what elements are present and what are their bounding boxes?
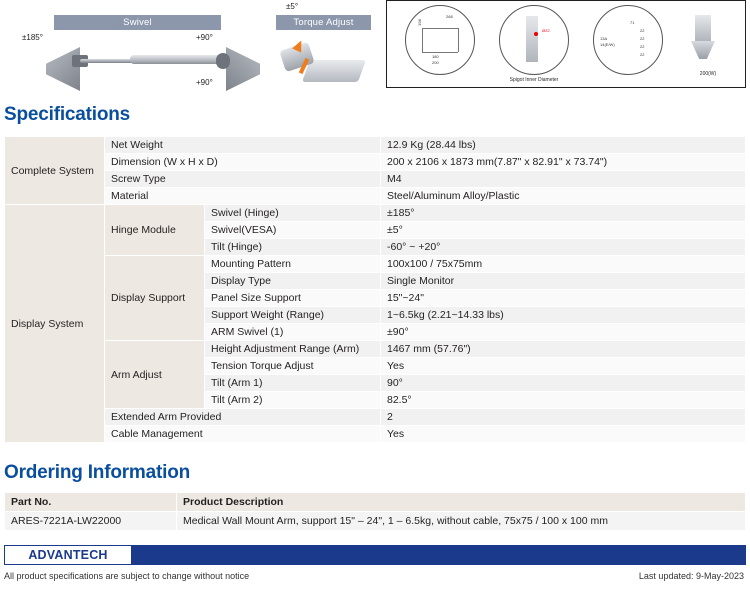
tech-red-label: Ø22: [542, 28, 550, 33]
swivel-drawing: [10, 33, 260, 89]
table-row: [5, 171, 746, 188]
tech-mark-10: 268: [446, 14, 453, 19]
tech-red-marker: [534, 32, 538, 36]
ordering-header-row: [5, 493, 746, 512]
spec-row-value: 100x100 / 75x75mm: [381, 256, 746, 273]
tech-mono-cone: [691, 41, 715, 59]
spec-row-value: Yes: [381, 426, 746, 443]
tech-mark-3: 71: [630, 20, 635, 25]
ordering-header-part-no: Part No.: [5, 493, 177, 512]
tech-mono-body: [695, 15, 711, 41]
swivel-torque-diagram: [0, 0, 374, 92]
table-row: [5, 188, 746, 205]
degree-right-bottom: +90°: [196, 78, 213, 87]
spec-row-value: 15"~24": [381, 290, 746, 307]
spec-row-label: Support Weight (Range): [205, 307, 381, 324]
spec-row-label: Extended Arm Provided: [105, 409, 381, 426]
tech-mark-9: 14(E/W): [600, 42, 615, 47]
tech-mono-drawing: [677, 11, 735, 71]
spec-row-label: Display Type: [205, 273, 381, 290]
spec-row-value: 1~6.5kg (2.21~14.33 lbs): [381, 307, 746, 324]
tech-detail-circle-3: [593, 5, 663, 75]
spec-row-label: Cable Management: [105, 426, 381, 443]
degree-left-top: ±185°: [22, 33, 43, 42]
footer-last-updated: Last updated: 9-May-2023: [638, 571, 744, 581]
section-title-ordering: Ordering Information: [4, 462, 191, 483]
label-swivel: Swivel: [54, 15, 221, 30]
spec-subgroup-label: Hinge Module: [105, 205, 205, 256]
swivel-hub-right: [216, 53, 230, 69]
tech-mark-2: 200: [432, 60, 439, 65]
tech-mark-4: 22: [640, 28, 645, 33]
spec-row-value: 90°: [381, 375, 746, 392]
tech-caption-spigot: Spigot Inner Diameter: [509, 77, 559, 83]
tech-spigot-body: [526, 16, 538, 62]
table-row: [5, 426, 746, 443]
spec-row-label: Dimension (W x H x D): [105, 154, 381, 171]
spec-row-value: ±185°: [381, 205, 746, 222]
spec-row-value: ±5°: [381, 222, 746, 239]
degree-right-top: +90°: [196, 33, 213, 42]
spec-row-value: Single Monitor: [381, 273, 746, 290]
table-row: [5, 341, 746, 358]
spec-row-label: Swivel (Hinge): [205, 205, 381, 222]
technical-drawing-panel: [386, 0, 746, 88]
specifications-table: [4, 136, 746, 443]
table-row: [5, 409, 746, 426]
spec-row-value: ±90°: [381, 324, 746, 341]
spec-subgroup-label: Display Support: [105, 256, 205, 341]
table-row: [5, 512, 746, 531]
section-title-specifications: Specifications: [4, 104, 131, 125]
spec-row-label: ARM Swivel (1): [205, 324, 381, 341]
spec-row-value: Yes: [381, 358, 746, 375]
ordering-table: [4, 492, 746, 531]
spec-row-label: Material: [105, 188, 381, 205]
tech-mark-1: 180: [432, 54, 439, 59]
spec-group-label: Display System: [5, 205, 105, 443]
tech-dim-line-c: [458, 28, 459, 52]
tech-mark-6: 22: [640, 44, 645, 49]
tech-dim-line-b: [422, 28, 423, 52]
illustration-area: [0, 0, 750, 96]
tech-mark-0: 198: [416, 19, 422, 26]
swivel-fan-right-icon: [226, 47, 260, 91]
spec-row-label: Tilt (Hinge): [205, 239, 381, 256]
spec-row-label: Panel Size Support: [205, 290, 381, 307]
table-row: [5, 137, 746, 154]
advantech-logo-text: ADVANTECH: [28, 548, 108, 562]
spec-row-label: Swivel(VESA): [205, 222, 381, 239]
table-row: [5, 154, 746, 171]
tech-mark-7: 22: [640, 52, 645, 57]
advantech-logo: [4, 545, 132, 565]
swivel-fan-left-icon: [46, 47, 80, 91]
table-row: [5, 256, 746, 273]
tech-detail-circle-1: [405, 5, 475, 75]
tech-dim-line-d: [422, 52, 458, 53]
spec-row-label: Tilt (Arm 2): [205, 392, 381, 409]
tech-mark-8: 13A: [600, 36, 608, 41]
spec-row-value: 82.5°: [381, 392, 746, 409]
ordering-part-no: ARES-7221A-LW22000: [5, 512, 177, 531]
spec-row-label: Mounting Pattern: [205, 256, 381, 273]
swivel-arm-secondary: [130, 55, 225, 64]
table-row: [5, 205, 746, 222]
spec-row-value: 12.9 Kg (28.44 lbs): [381, 137, 746, 154]
tech-dim-line-a: [422, 28, 458, 29]
spec-row-label: Height Adjustment Range (Arm): [205, 341, 381, 358]
tech-detail-circle-2: [499, 5, 569, 75]
tech-dim-note: 200(W): [699, 71, 717, 77]
ordering-header-description: Product Description: [177, 493, 746, 512]
spec-subgroup-label: Arm Adjust: [105, 341, 205, 409]
spec-row-value: -60° ~ +20°: [381, 239, 746, 256]
spec-row-label: Tilt (Arm 1): [205, 375, 381, 392]
spec-row-label: Tension Torque Adjust: [205, 358, 381, 375]
torque-drawing: [276, 36, 372, 90]
footer-disclaimer: All product specifications are subject to change without notice: [4, 571, 250, 581]
spec-row-label: Net Weight: [105, 137, 381, 154]
spec-row-value: Steel/Aluminum Alloy/Plastic: [381, 188, 746, 205]
footer-bar: [4, 545, 746, 565]
spec-group-label: Complete System: [5, 137, 105, 205]
ordering-description: Medical Wall Mount Arm, support 15" – 24", 1 – 6.5kg, without cable, 75x75 / 100 x 100 mm: [177, 512, 746, 531]
spec-row-value: 2: [381, 409, 746, 426]
label-torque-adjust: Torque Adjust: [276, 15, 371, 30]
spec-row-value: M4: [381, 171, 746, 188]
spec-row-value: 1467 mm (57.76"): [381, 341, 746, 358]
stub-degree-left: ±5°: [286, 2, 299, 11]
tech-mark-5: 22: [640, 36, 645, 41]
spec-row-value: 200 x 2106 x 1873 mm(7.87" x 82.91" x 73.74"): [381, 154, 746, 171]
spec-row-label: Screw Type: [105, 171, 381, 188]
